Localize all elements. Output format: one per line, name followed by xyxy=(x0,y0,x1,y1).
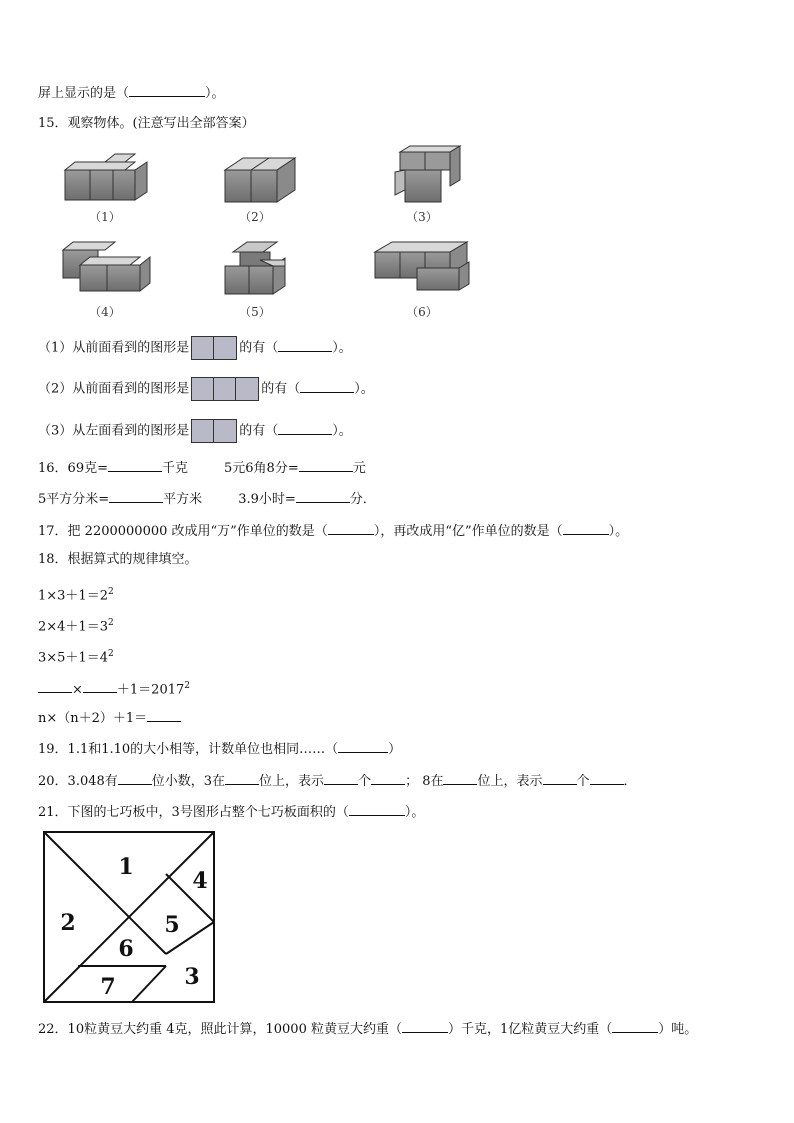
q16-row1: 16．69克= 千克 5元6角8分= 元 xyxy=(38,457,366,478)
answer-blank[interactable] xyxy=(278,337,332,352)
tangram-label-7: 7 xyxy=(100,974,116,1000)
answer-blank[interactable] xyxy=(299,457,353,472)
tangram-label-4: 4 xyxy=(192,868,208,894)
answer-blank[interactable] xyxy=(543,770,577,785)
q14-tail: 屏上显示的是（ ）。 xyxy=(38,82,225,103)
q16-row2: 5平方分米= 平方米 3.9小时= 分． xyxy=(38,488,376,509)
caption-1: （1） xyxy=(89,210,121,224)
q21: 21．下图的七巧板中，3号图形占整个七巧板面积的（ ）。 xyxy=(38,801,424,822)
q15-title: 15．观察物体。(注意写出全部答案） xyxy=(38,116,255,131)
cube-figures xyxy=(55,140,485,325)
answer-blank[interactable] xyxy=(338,738,388,753)
answer-blank[interactable] xyxy=(129,82,205,97)
answer-blank[interactable] xyxy=(83,678,117,693)
tangram-label-1: 1 xyxy=(118,854,134,880)
q18-line4: × $+1=2017^2$ xyxy=(38,677,190,699)
answer-blank[interactable] xyxy=(300,378,354,393)
q17: 17．把 2200000000 改成用“万”作单位的数是（ ），再改成用“亿”作单位的数是（ ）。 xyxy=(38,520,628,541)
answer-blank[interactable] xyxy=(590,770,624,785)
figure-1 xyxy=(65,154,147,200)
caption-4: （4） xyxy=(89,305,121,319)
figure-2 xyxy=(225,158,295,202)
q18-line5: n×（n＋2）＋1＝ xyxy=(38,707,181,728)
answer-blank[interactable] xyxy=(402,1018,448,1033)
tangram-label-6: 6 xyxy=(118,936,134,962)
q15-sub2: （2）从前面看到的图形是 的有（ ）。 xyxy=(38,377,374,401)
answer-blank[interactable] xyxy=(147,707,181,722)
q19: 19．1.1和1.10的大小相等，计数单位也相同……（ ） xyxy=(38,738,401,759)
answer-blank[interactable] xyxy=(563,520,609,535)
q15-sub3: （3）从左面看到的图形是 的有（ ）。 xyxy=(38,419,352,443)
answer-blank[interactable] xyxy=(278,420,332,435)
answer-blank[interactable] xyxy=(108,457,162,472)
answer-blank[interactable] xyxy=(328,520,374,535)
answer-blank[interactable] xyxy=(225,770,259,785)
q22: 22．10粒黄豆大约重 4克，照此计算，10000 粒黄豆大约重（ ）千克，1亿粒黄豆大约重（ ）吨。 xyxy=(38,1018,697,1039)
caption-3: （3） xyxy=(406,210,438,224)
caption-5: （5） xyxy=(239,305,271,319)
answer-blank[interactable] xyxy=(118,770,152,785)
figure-5 xyxy=(225,242,285,294)
three-square-shape xyxy=(191,377,259,401)
caption-2: （2） xyxy=(239,210,271,224)
q18-title: 18．根据算式的规律填空。 xyxy=(38,552,198,567)
two-square-shape xyxy=(191,336,237,360)
answer-blank[interactable] xyxy=(349,801,405,816)
tangram-label-3: 3 xyxy=(184,964,200,990)
tangram-figure xyxy=(42,830,216,1004)
q18-line2: $2\times 4+1=3^2$ xyxy=(38,618,114,635)
answer-blank[interactable] xyxy=(109,488,163,503)
tangram-label-2: 2 xyxy=(60,910,76,936)
figure-6 xyxy=(375,242,469,290)
caption-6: （6） xyxy=(406,305,438,319)
figure-3 xyxy=(395,146,460,202)
answer-blank[interactable] xyxy=(612,1018,658,1033)
answer-blank[interactable] xyxy=(296,488,350,503)
q15-sub1: （1）从前面看到的图形是 的有（ ）。 xyxy=(38,336,352,360)
tangram-label-5: 5 xyxy=(164,912,180,938)
q18-line1: $1\times 3+1=2^2$ xyxy=(38,587,114,604)
answer-blank[interactable] xyxy=(324,770,358,785)
figure-4 xyxy=(63,242,150,291)
q20: 20．3.048有 位小数，3在 位上，表示 个 ； 8在 位上，表示 个 ． xyxy=(38,770,637,791)
answer-blank[interactable] xyxy=(38,678,72,693)
answer-blank[interactable] xyxy=(371,770,405,785)
answer-blank[interactable] xyxy=(443,770,477,785)
two-square-shape xyxy=(191,419,237,443)
q18-line3: $3\times 5+1=4^2$ xyxy=(38,649,114,666)
